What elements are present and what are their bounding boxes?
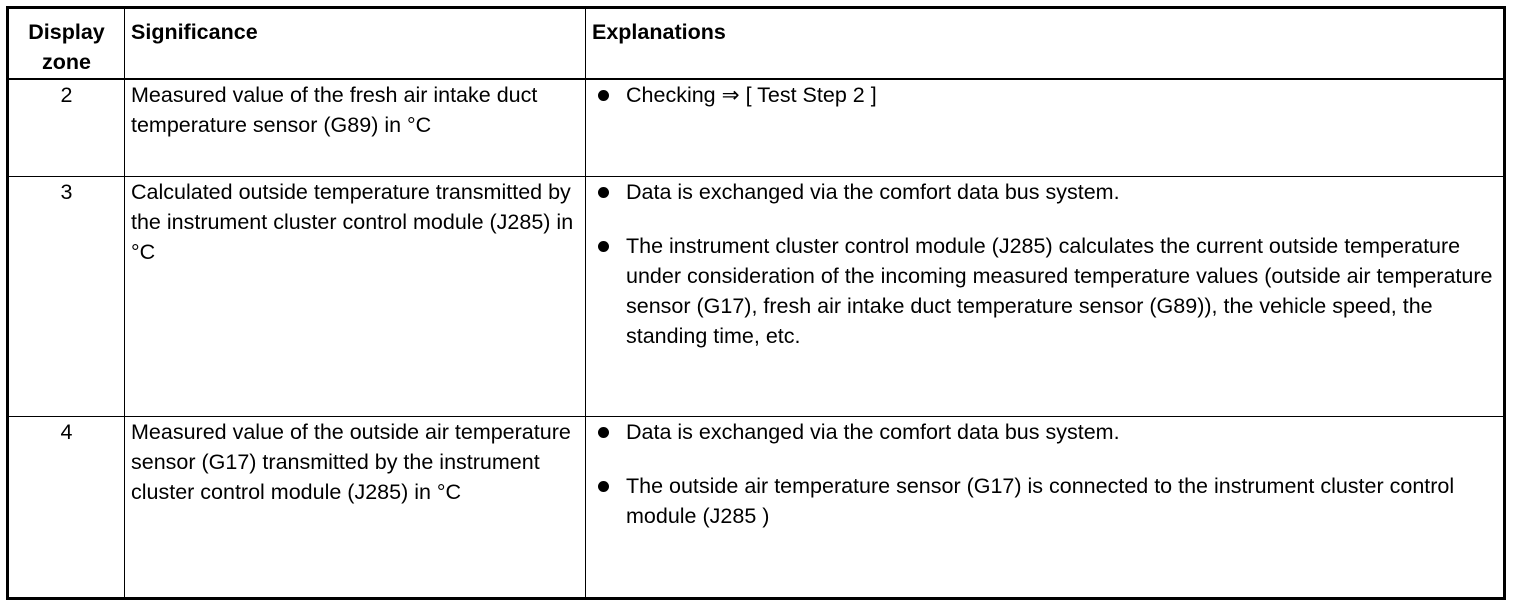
significance-text: Calculated outside temperature transmitted by the instrument cluster control module (J285) in °C — [125, 177, 586, 417]
display-zone-table — [6, 6, 1506, 600]
table-row — [8, 79, 1505, 177]
explanations-cell — [586, 79, 1505, 177]
zone-number: 2 — [8, 79, 125, 177]
explanation-bullet: The outside air temperature sensor (G17) is connected to the instrument cluster control module (J285 ) — [592, 471, 1497, 531]
header-display-zone: Display zone — [8, 8, 125, 79]
explanation-bullet: The instrument cluster control module (J285) calculates the current outside temperature under consideration of the incoming measured temperature values (outside air temperature sensor (G17), fresh air intake duct temperature sensor (G89)), the vehicle speed, the standing time, etc. — [592, 231, 1497, 351]
table-row — [8, 177, 1505, 417]
header-explanations: Explanations — [586, 8, 1505, 79]
significance-text: Measured value of the outside air temperature sensor (G17) transmitted by the instrument cluster control module (J285) in °C — [125, 417, 586, 599]
header-significance: Significance — [125, 8, 586, 79]
zone-number: 3 — [8, 177, 125, 417]
table-header-row — [8, 8, 1505, 79]
zone-number: 4 — [8, 417, 125, 599]
table-row — [8, 417, 1505, 599]
explanations-cell — [586, 417, 1505, 599]
explanation-bullet: Data is exchanged via the comfort data bus system. — [592, 417, 1497, 447]
explanation-bullet: Data is exchanged via the comfort data bus system. — [592, 177, 1497, 207]
explanation-bullet: Checking ⇒ [ Test Step 2 ] — [592, 80, 1497, 110]
significance-text: Measured value of the fresh air intake duct temperature sensor (G89) in °C — [125, 79, 586, 177]
explanations-cell — [586, 177, 1505, 417]
